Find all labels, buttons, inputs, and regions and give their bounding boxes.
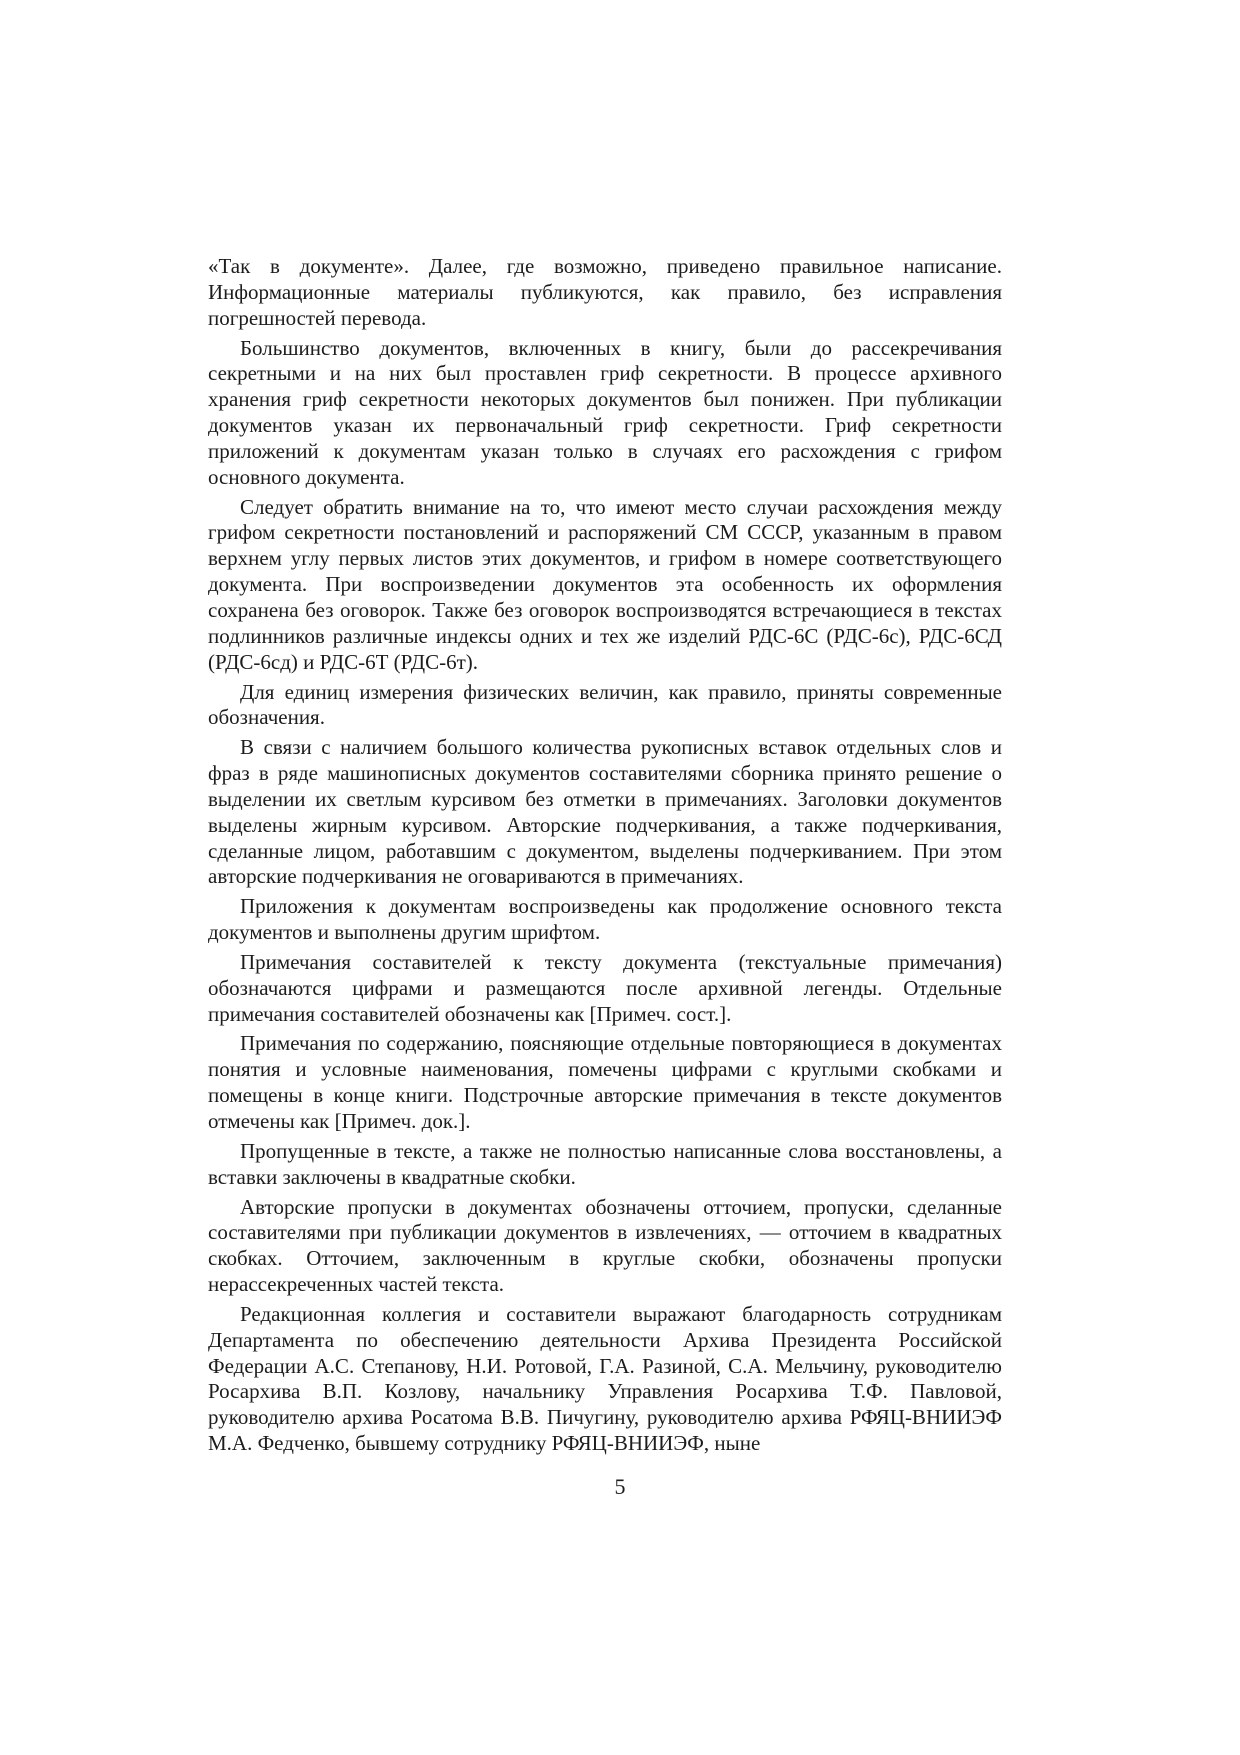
paragraph-stamp-discrepancy: Следует обратить внимание на то, что имеют место случаи расхождения между грифом секретности постановлений и распоряжений СМ СССР, указанным в правом верхнем углу первых листов этих документов, и грифом в номере соответствующего документа. При воспроизведении документов эта особенность их оформления сохранена без оговорок. Также без оговорок воспроизводятся встречающиеся в текстах подлинников различные индексы одних и тех же изделий РДС-6С (РДС-6с), РДС-6СД (РДС-6сд) и РДС-6Т (РДС-6т). — [208, 494, 1002, 674]
paragraph-appendices: Приложения к документам воспроизведены как продолжение основного текста документов и выполнены другим шрифтом. — [208, 894, 1002, 945]
paragraph-units: Для единиц измерения физических величин, как правило, приняты современные обозначения. — [208, 679, 1002, 730]
paragraph-omissions: Авторские пропуски в документах обозначены отточием, пропуски, сделанные составителями при публикации документов в извлечениях, — отточием в квадратных скобках. Отточием, заключенным в круглые скобки, обозначены пропуски нерассекреченных частей текста. — [208, 1194, 1002, 1297]
paragraph-omitted-words: Пропущенные в тексте, а также не полностью написанные слова восстановлены, а вставки заключены в квадратные скобки. — [208, 1138, 1002, 1189]
paragraph-handwritten-inserts: В связи с наличием большого количества рукописных вставок отдельных слов и фраз в ряде машинописных документов составителями сборника принято решение о выделении их светлым курсивом без отметки в примечаниях. Заголовки документов выделены жирным курсивом. Авторские подчеркивания, а также подчеркивания, сделанные лицом, работавшим с документом, выделены подчеркиванием. При этом авторские подчеркивания не оговариваются в примечаниях. — [208, 735, 1002, 889]
paragraph-compiler-notes: Примечания составителей к тексту документа (текстуальные примечания) обозначаются цифрами и размещаются после архивной легенды. Отдельные примечания составителей обозначены как [Примеч. сост.]. — [208, 949, 1002, 1026]
paragraph-continuation: «Так в документе». Далее, где возможно, приведено правильное написание. Информационные материалы публикуются, как правило, без исправления погрешностей перевода. — [208, 254, 1002, 330]
paragraph-content-notes: Примечания по содержанию, поясняющие отдельные повторяющиеся в документах понятия и условные наименования, помечены цифрами с круглыми скобками и помещены в конце книги. Подстрочные авторские примечания в тексте документов отмечены как [Примеч. док.]. — [208, 1031, 1002, 1133]
body-text — [208, 254, 1002, 1457]
page-number: 5 — [614, 1474, 626, 1499]
paragraph-secrecy-stamp: Большинство документов, включенных в книгу, были до рассекречивания секретными и на них был проставлен гриф секретности. В процессе архивного хранения гриф секретности некоторых документов был понижен. При публикации документов указан их первоначальный гриф секретности. Гриф секретности приложений к документам указан только в случаях его расхождения с грифом основного документа. — [208, 335, 1002, 489]
paragraph-acknowledgements: Редакционная коллегия и составители выражают благодарность сотрудникам Департамента по обеспечению деятельности Архива Президента Российской Федерации А.С. Степанову, Н.И. Ротовой, Г.А. Разиной, С.А. Мельчину, руководителю Росархива В.П. Козлову, начальнику Управления Росархива Т.Ф. Павловой, руководителю архива Росатома В.В. Пичугину, руководителю архива РФЯЦ-ВНИИЭФ М.А. Федченко, бывшему сотруднику РФЯЦ-ВНИИЭФ, ныне — [208, 1301, 1002, 1456]
